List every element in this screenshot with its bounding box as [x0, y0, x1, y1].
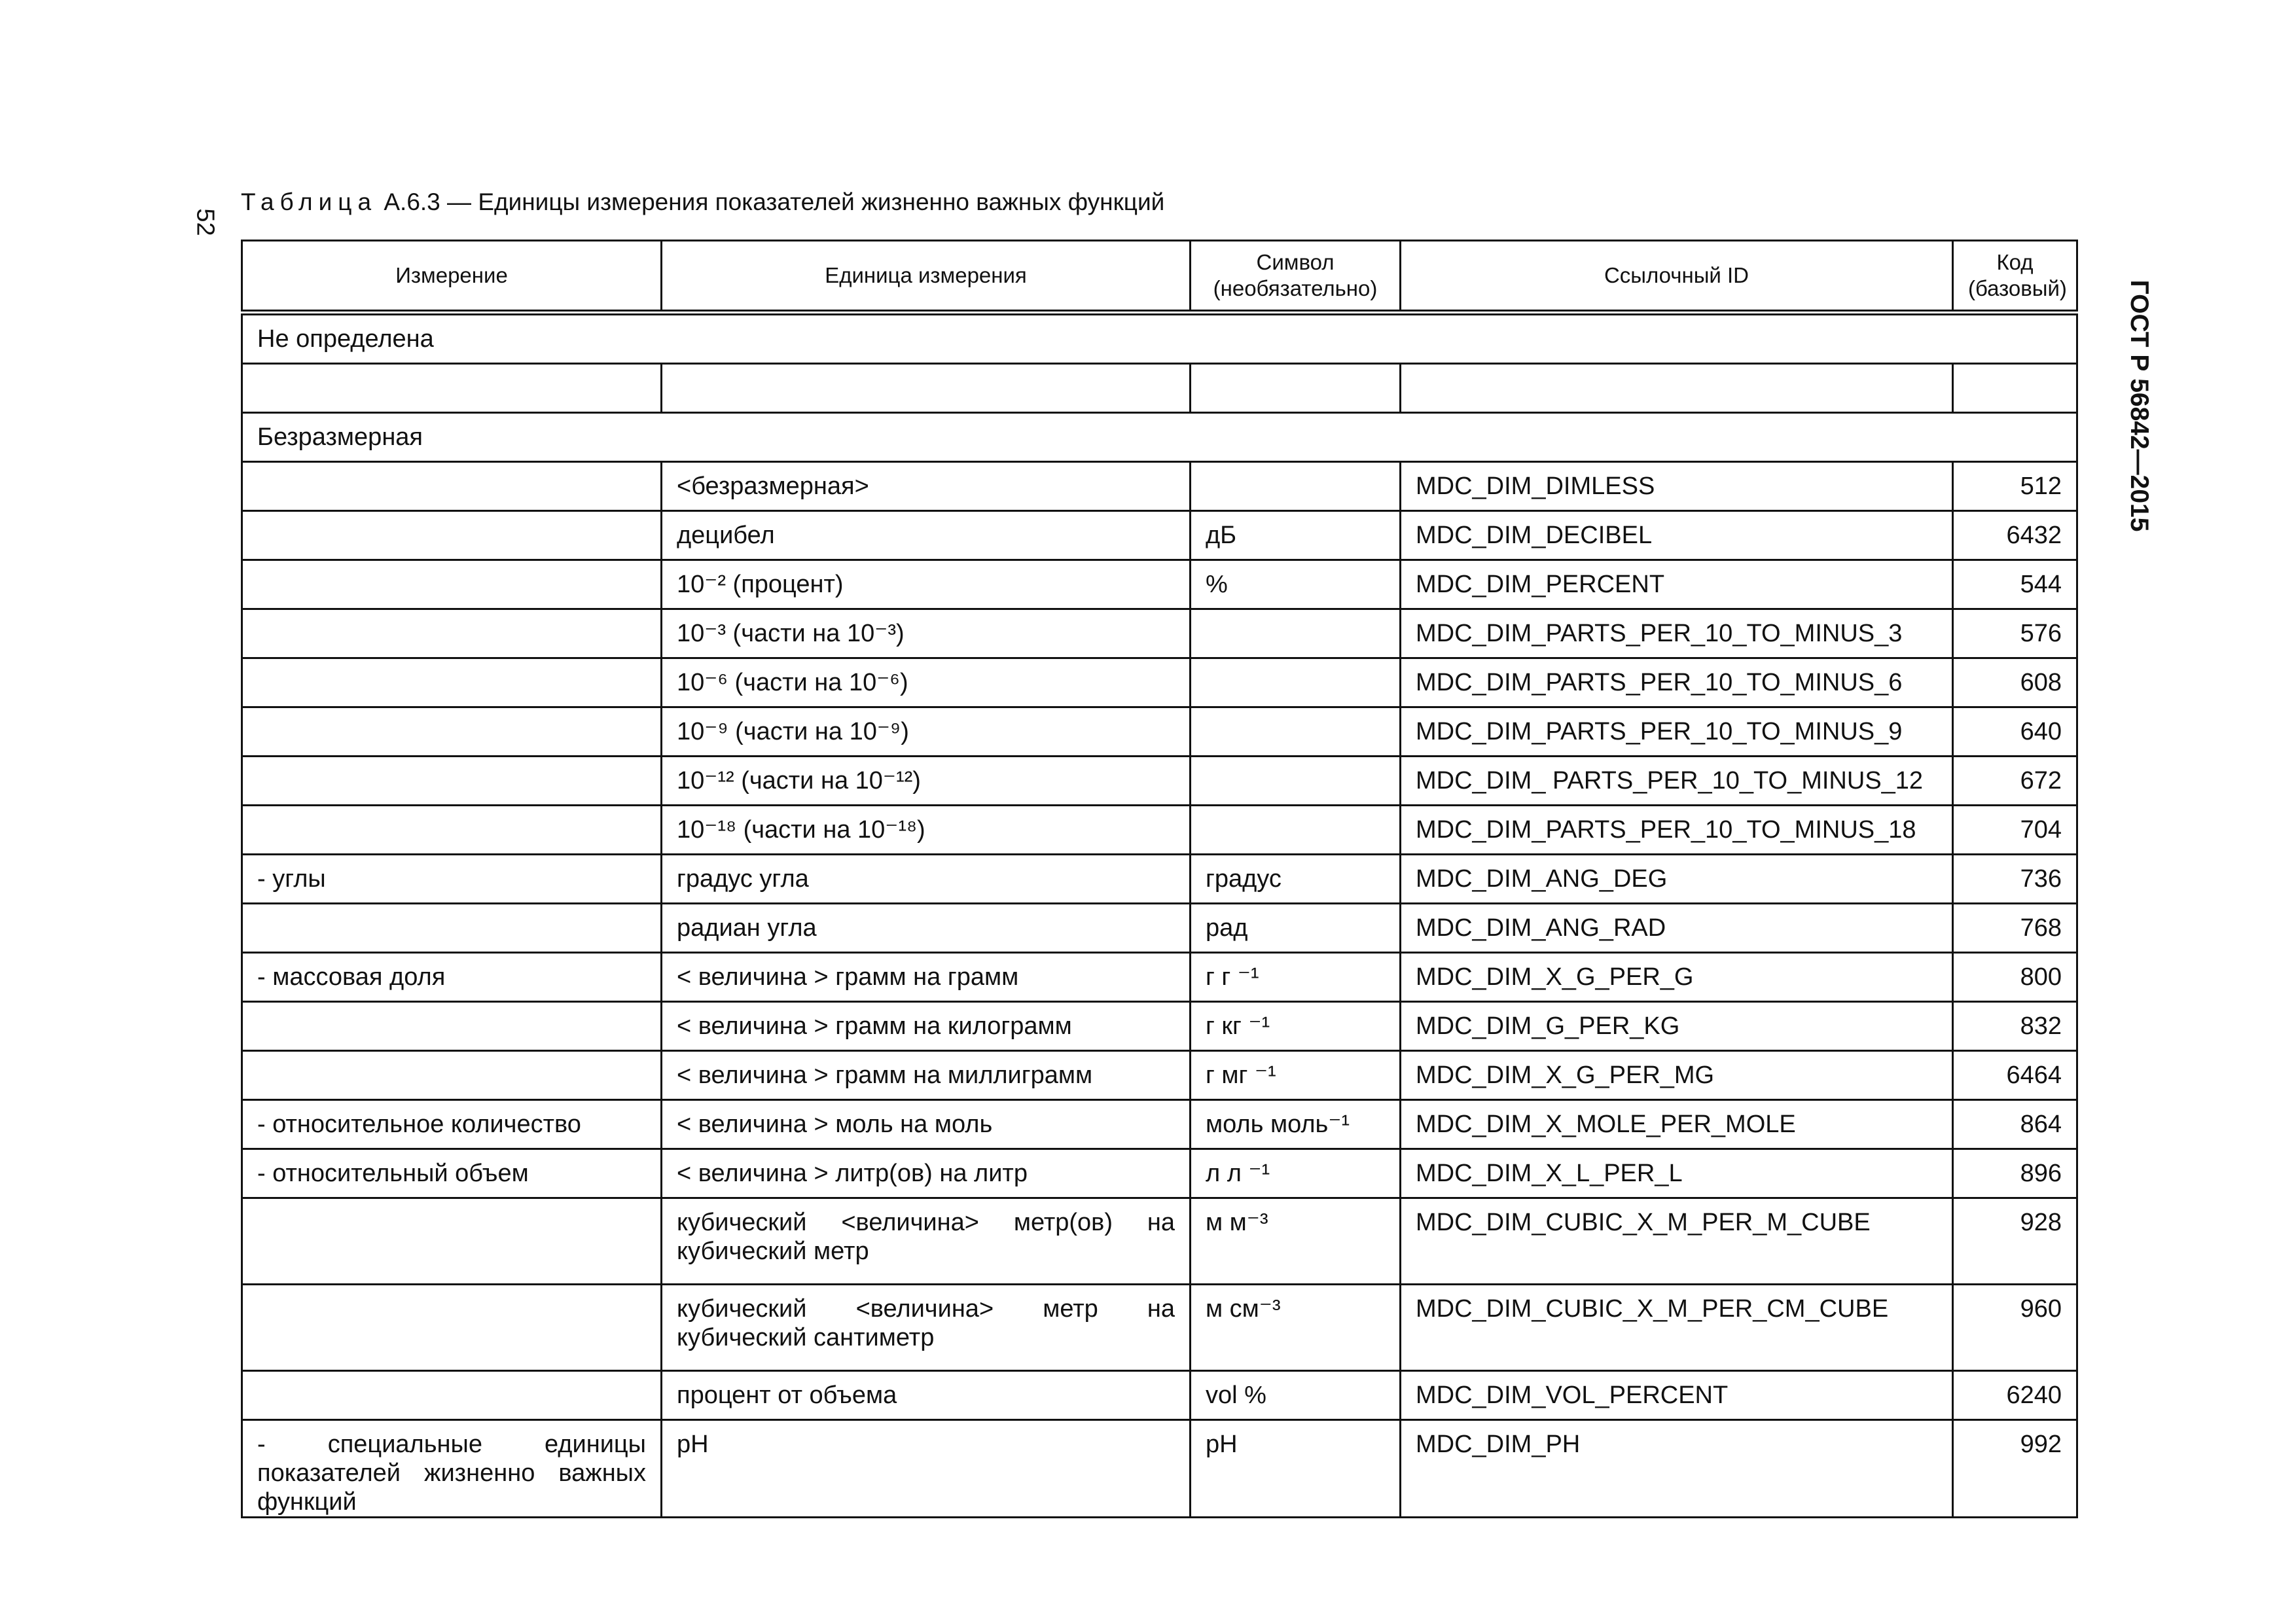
code-cell: 768 [1953, 904, 2077, 953]
table-row [242, 855, 2077, 904]
unit-cell: 10⁻¹⁸ (части на 10⁻¹⁸) [662, 806, 1191, 855]
ref-id-cell: MDC_DIM_VOL_PERCENT [1401, 1371, 1953, 1420]
dimension-cell: - массовая доля [242, 953, 662, 1002]
table-row [242, 609, 2077, 658]
table-row [242, 1002, 2077, 1051]
code-cell: 704 [1953, 806, 2077, 855]
ref-id-cell: MDC_DIM_G_PER_KG [1401, 1002, 1953, 1051]
code-cell: 736 [1953, 855, 2077, 904]
ref-id-cell: MDC_DIM_DIMLESS [1401, 462, 1953, 511]
header-row [242, 241, 2077, 313]
ref-id-cell: MDC_DIM_X_G_PER_MG [1401, 1051, 1953, 1100]
symbol-cell: дБ [1191, 511, 1401, 560]
symbol-cell [1191, 658, 1401, 707]
ref-id-cell: MDC_DIM_PARTS_PER_10_TO_MINUS_18 [1401, 806, 1953, 855]
ref-id-cell: MDC_DIM_PARTS_PER_10_TO_MINUS_3 [1401, 609, 1953, 658]
code-cell: 576 [1953, 609, 2077, 658]
unit-cell: < величина > грамм на килограмм [662, 1002, 1191, 1051]
empty-row [242, 364, 2077, 413]
code-cell: 6432 [1953, 511, 2077, 560]
code-cell: 992 [1953, 1420, 2077, 1518]
header-dimension: Измерение [242, 241, 662, 313]
dimension-cell [242, 609, 662, 658]
code-cell: 800 [1953, 953, 2077, 1002]
ref-id-cell: MDC_DIM_PARTS_PER_10_TO_MINUS_9 [1401, 707, 1953, 757]
unit-cell: градус угла [662, 855, 1191, 904]
dimension-cell [242, 707, 662, 757]
ref-id-cell: MDC_DIM_PERCENT [1401, 560, 1953, 609]
unit-cell: 10⁻⁶ (части на 10⁻⁶) [662, 658, 1191, 707]
header-ref-id: Ссылочный ID [1401, 241, 1953, 313]
table-row [242, 1285, 2077, 1371]
symbol-cell: vol % [1191, 1371, 1401, 1420]
unit-cell: процент от объема [662, 1371, 1191, 1420]
symbol-cell: моль моль⁻¹ [1191, 1100, 1401, 1149]
dimension-cell [242, 904, 662, 953]
symbol-cell: pH [1191, 1420, 1401, 1518]
dimension-cell: - относительное количество [242, 1100, 662, 1149]
ref-id-cell: MDC_DIM_X_L_PER_L [1401, 1149, 1953, 1198]
symbol-cell: м см⁻³ [1191, 1285, 1401, 1371]
code-cell: 640 [1953, 707, 2077, 757]
unit-cell: < величина > литр(ов) на литр [662, 1149, 1191, 1198]
standard-designation: ГОСТ Р 56842—2015 [2125, 279, 2153, 532]
dimension-cell: - относительный объем [242, 1149, 662, 1198]
symbol-cell: м м⁻³ [1191, 1198, 1401, 1285]
table-cell [242, 364, 662, 413]
table-row [242, 1051, 2077, 1100]
table-row [242, 757, 2077, 806]
table-row [242, 1420, 2077, 1518]
unit-cell: радиан угла [662, 904, 1191, 953]
dimension-cell [242, 1285, 662, 1371]
symbol-cell: % [1191, 560, 1401, 609]
code-cell: 896 [1953, 1149, 2077, 1198]
ref-id-cell: MDC_DIM_X_G_PER_G [1401, 953, 1953, 1002]
header-symbol: Символ (необязательно) [1191, 241, 1401, 313]
table-row [242, 904, 2077, 953]
table-cell [1191, 364, 1401, 413]
ref-id-cell: MDC_DIM_DECIBEL [1401, 511, 1953, 560]
dimension-cell [242, 462, 662, 511]
table-cell [1401, 364, 1953, 413]
page-number: 52 [191, 208, 219, 236]
code-cell: 608 [1953, 658, 2077, 707]
ref-id-cell: MDC_DIM_CUBIC_X_M_PER_CM_CUBE [1401, 1285, 1953, 1371]
code-cell: 832 [1953, 1002, 2077, 1051]
table-row [242, 1100, 2077, 1149]
dimension-cell: - углы [242, 855, 662, 904]
unit-cell: < величина > грамм на грамм [662, 953, 1191, 1002]
unit-cell: 10⁻¹² (части на 10⁻¹²) [662, 757, 1191, 806]
table-row [242, 1149, 2077, 1198]
symbol-cell: л л ⁻¹ [1191, 1149, 1401, 1198]
symbol-cell: рад [1191, 904, 1401, 953]
caption-prefix: Таблица [241, 188, 378, 215]
unit-cell: кубический <величина> метр на кубический сантиметр [662, 1285, 1191, 1371]
table-row [242, 806, 2077, 855]
code-cell: 960 [1953, 1285, 2077, 1371]
code-cell: 864 [1953, 1100, 2077, 1149]
unit-cell: < величина > моль на моль [662, 1100, 1191, 1149]
dimension-cell [242, 1002, 662, 1051]
dimension-cell: - специальные единицы показателей жизненно важных функций [242, 1420, 662, 1518]
dimension-cell [242, 1051, 662, 1100]
code-cell: 512 [1953, 462, 2077, 511]
unit-cell: <безразмерная> [662, 462, 1191, 511]
ref-id-cell: MDC_DIM_PARTS_PER_10_TO_MINUS_6 [1401, 658, 1953, 707]
code-cell: 6464 [1953, 1051, 2077, 1100]
ref-id-cell: MDC_DIM_PH [1401, 1420, 1953, 1518]
section-dimensionless: Безразмерная [242, 413, 2077, 462]
table-row [242, 511, 2077, 560]
dimension-cell [242, 757, 662, 806]
ref-id-cell: MDC_DIM_ANG_RAD [1401, 904, 1953, 953]
header-unit: Единица измерения [662, 241, 1191, 313]
section-row [242, 313, 2077, 364]
table-row [242, 658, 2077, 707]
symbol-cell [1191, 609, 1401, 658]
unit-cell: децибел [662, 511, 1191, 560]
units-table [241, 240, 2078, 1518]
unit-cell: < величина > грамм на миллиграмм [662, 1051, 1191, 1100]
unit-cell: pH [662, 1420, 1191, 1518]
section-row [242, 413, 2077, 462]
table-row [242, 1371, 2077, 1420]
ref-id-cell: MDC_DIM_ANG_DEG [1401, 855, 1953, 904]
dimension-cell [242, 658, 662, 707]
table-row [242, 462, 2077, 511]
symbol-cell: градус [1191, 855, 1401, 904]
unit-cell: кубический <величина> метр(ов) на кубический метр [662, 1198, 1191, 1285]
table-row [242, 560, 2077, 609]
unit-cell: 10⁻³ (части на 10⁻³) [662, 609, 1191, 658]
table-cell [662, 364, 1191, 413]
symbol-cell [1191, 806, 1401, 855]
symbol-cell [1191, 462, 1401, 511]
table-cell [1953, 364, 2077, 413]
header-code: Код (базовый) [1953, 241, 2077, 313]
symbol-cell [1191, 707, 1401, 757]
dimension-cell [242, 1371, 662, 1420]
unit-cell: 10⁻⁹ (части на 10⁻⁹) [662, 707, 1191, 757]
unit-cell: 10⁻² (процент) [662, 560, 1191, 609]
dimension-cell [242, 806, 662, 855]
symbol-cell: г кг ⁻¹ [1191, 1002, 1401, 1051]
table-row [242, 953, 2077, 1002]
code-cell: 544 [1953, 560, 2077, 609]
section-undefined: Не определена [242, 313, 2077, 364]
code-cell: 672 [1953, 757, 2077, 806]
table-row [242, 707, 2077, 757]
code-cell: 928 [1953, 1198, 2077, 1285]
code-cell: 6240 [1953, 1371, 2077, 1420]
dimension-cell [242, 511, 662, 560]
caption-text: А.6.3 — Единицы измерения показателей жизненно важных функций [384, 188, 1165, 215]
ref-id-cell: MDC_DIM_CUBIC_X_M_PER_M_CUBE [1401, 1198, 1953, 1285]
table-caption [241, 188, 1164, 216]
dimension-cell [242, 1198, 662, 1285]
symbol-cell: г г ⁻¹ [1191, 953, 1401, 1002]
symbol-cell [1191, 757, 1401, 806]
symbol-cell: г мг ⁻¹ [1191, 1051, 1401, 1100]
table-row [242, 1198, 2077, 1285]
dimension-cell [242, 560, 662, 609]
ref-id-cell: MDC_DIM_X_MOLE_PER_MOLE [1401, 1100, 1953, 1149]
ref-id-cell: MDC_DIM_ PARTS_PER_10_TO_MINUS_12 [1401, 757, 1953, 806]
